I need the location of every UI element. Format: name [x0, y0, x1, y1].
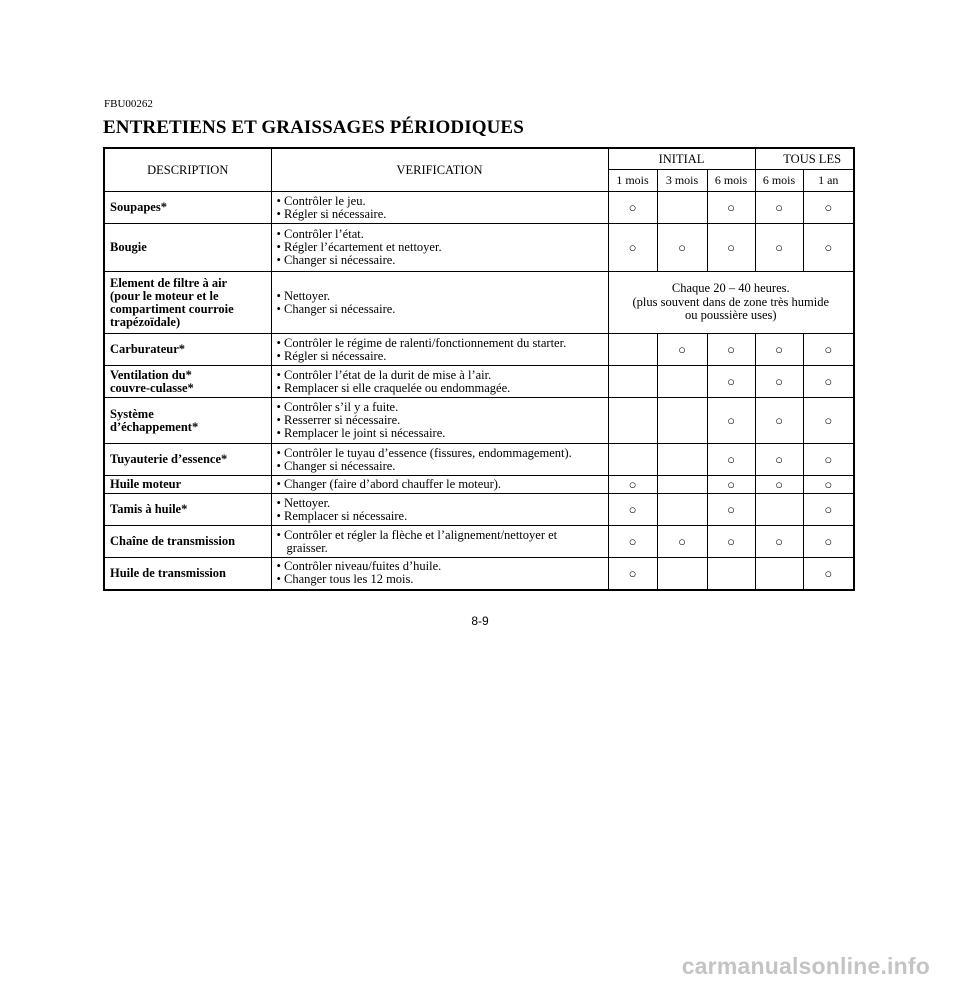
- check-mark: ○: [803, 224, 854, 272]
- header-initial: INITIAL: [608, 148, 755, 170]
- table-row: [104, 334, 854, 366]
- check-mark: ○: [657, 224, 707, 272]
- check-mark: ○: [707, 366, 755, 398]
- check-mark: ○: [803, 526, 854, 558]
- check-mark: ○: [608, 192, 657, 224]
- verification-step: • Contrôler le jeu.: [276, 193, 366, 208]
- maintenance-table: [103, 147, 855, 591]
- check-mark: ○: [707, 494, 755, 526]
- empty-cell: [608, 398, 657, 444]
- empty-cell: [657, 476, 707, 494]
- table-row: [104, 526, 854, 558]
- empty-cell: [657, 444, 707, 476]
- header-period: 3 mois: [657, 170, 707, 192]
- header-period: 6 mois: [707, 170, 755, 192]
- item-verification: [271, 526, 608, 558]
- empty-cell: [755, 558, 803, 590]
- check-mark: ○: [755, 476, 803, 494]
- item-description: Tamis à huile*: [104, 494, 271, 526]
- check-mark: ○: [707, 476, 755, 494]
- header-description: DESCRIPTION: [104, 148, 271, 192]
- check-mark: ○: [803, 192, 854, 224]
- page-title: ENTRETIENS ET GRAISSAGES PÉRIODIQUES: [103, 117, 524, 138]
- table-row: [104, 366, 854, 398]
- check-mark: ○: [707, 224, 755, 272]
- verification-step: • Changer (faire d’abord chauffer le moteur).: [276, 477, 502, 491]
- watermark: carmanualsonline.info: [681, 953, 930, 979]
- check-mark: ○: [755, 526, 803, 558]
- check-mark: ○: [707, 398, 755, 444]
- check-mark: ○: [657, 526, 707, 558]
- interval-note: Chaque 20 – 40 heures. (plus souvent dans de zone très humide ou poussière uses): [608, 272, 854, 334]
- table-row: [104, 272, 854, 334]
- verification-step: • Changer tous les 12 mois.: [276, 572, 414, 587]
- check-mark: ○: [803, 558, 854, 590]
- item-description: Chaîne de transmission: [104, 526, 271, 558]
- item-verification: [271, 366, 608, 398]
- empty-cell: [657, 366, 707, 398]
- item-description: Ventilation du* couvre-culasse*: [104, 366, 271, 398]
- check-mark: ○: [755, 224, 803, 272]
- verification-step: • Nettoyer.: [276, 495, 331, 510]
- item-verification: [271, 558, 608, 590]
- verification-step: • Resserrer si nécessaire.: [276, 413, 401, 427]
- check-mark: ○: [803, 334, 854, 366]
- item-verification: [271, 192, 608, 224]
- verification-step: • Régler l’écartement et nettoyer.: [276, 240, 442, 254]
- verification-step: graisser.: [286, 540, 328, 555]
- verification-step: • Contrôler l’état.: [276, 227, 364, 241]
- verification-step: • Contrôler le régime de ralenti/fonctionnement du starter.: [276, 335, 567, 350]
- check-mark: ○: [755, 334, 803, 366]
- table-row: [104, 558, 854, 590]
- item-description: Tuyauterie d’essence*: [104, 444, 271, 476]
- verification-step: • Changer si nécessaire.: [276, 253, 396, 267]
- verification-step: • Remplacer si elle craquelée ou endommagée.: [276, 380, 511, 395]
- check-mark: ○: [608, 494, 657, 526]
- verification-step: • Régler si nécessaire.: [276, 348, 387, 363]
- item-verification: [271, 272, 608, 334]
- document-code: FBU00262: [104, 98, 153, 110]
- table-row: [104, 444, 854, 476]
- check-mark: ○: [755, 398, 803, 444]
- empty-cell: [657, 192, 707, 224]
- verification-step: • Contrôler s’il y a fuite.: [276, 400, 399, 414]
- verification-step: • Remplacer si nécessaire.: [276, 508, 408, 523]
- verification-step: • Contrôler et régler la flèche et l’alignement/nettoyer et: [276, 527, 558, 542]
- check-mark: ○: [803, 444, 854, 476]
- verification-step: • Contrôler niveau/fuites d’huile.: [276, 559, 442, 574]
- check-mark: ○: [657, 334, 707, 366]
- verification-step: • Nettoyer.: [276, 288, 331, 303]
- check-mark: ○: [803, 494, 854, 526]
- empty-cell: [755, 494, 803, 526]
- empty-cell: [707, 558, 755, 590]
- table-row: [104, 494, 854, 526]
- empty-cell: [608, 334, 657, 366]
- table-row: [104, 192, 854, 224]
- verification-step: • Changer si nécessaire.: [276, 458, 396, 473]
- item-description: Element de filtre à air (pour le moteur et le compartiment courroie trapézoïdale): [104, 272, 271, 334]
- verification-step: • Contrôler le tuyau d’essence (fissures, endommagement).: [276, 445, 572, 460]
- page-number: 8-9: [471, 614, 489, 628]
- empty-cell: [657, 398, 707, 444]
- item-verification: [271, 334, 608, 366]
- check-mark: ○: [707, 444, 755, 476]
- item-description: Huile de transmission: [104, 558, 271, 590]
- header-tous-les: TOUS LES: [755, 148, 854, 170]
- item-verification: [271, 476, 608, 494]
- check-mark: ○: [755, 192, 803, 224]
- verification-step: • Régler si nécessaire.: [276, 206, 387, 221]
- item-verification: [271, 224, 608, 272]
- item-description: Bougie: [104, 224, 271, 272]
- item-verification: [271, 494, 608, 526]
- check-mark: ○: [608, 224, 657, 272]
- check-mark: ○: [803, 476, 854, 494]
- check-mark: ○: [707, 526, 755, 558]
- check-mark: ○: [608, 526, 657, 558]
- item-description: Système d’échappement*: [104, 398, 271, 444]
- item-description: Carburateur*: [104, 334, 271, 366]
- check-mark: ○: [707, 192, 755, 224]
- table-row: [104, 476, 854, 494]
- empty-cell: [657, 494, 707, 526]
- check-mark: ○: [608, 476, 657, 494]
- verification-step: • Changer si nécessaire.: [276, 301, 396, 316]
- check-mark: ○: [803, 366, 854, 398]
- empty-cell: [608, 444, 657, 476]
- table-row: [104, 224, 854, 272]
- item-description: Soupapes*: [104, 192, 271, 224]
- check-mark: ○: [608, 558, 657, 590]
- header-period: 1 mois: [608, 170, 657, 192]
- verification-step: • Remplacer le joint si nécessaire.: [276, 426, 446, 440]
- item-verification: [271, 398, 608, 444]
- check-mark: ○: [755, 444, 803, 476]
- header-period: 6 mois: [755, 170, 803, 192]
- check-mark: ○: [755, 366, 803, 398]
- header-verification: VERIFICATION: [271, 148, 608, 192]
- verification-step: • Contrôler l’état de la durit de mise à l’air.: [276, 367, 492, 382]
- empty-cell: [608, 366, 657, 398]
- empty-cell: [657, 558, 707, 590]
- item-verification: [271, 444, 608, 476]
- header-period: 1 an: [803, 170, 854, 192]
- item-description: Huile moteur: [104, 476, 271, 494]
- check-mark: ○: [803, 398, 854, 444]
- check-mark: ○: [707, 334, 755, 366]
- table-row: [104, 398, 854, 444]
